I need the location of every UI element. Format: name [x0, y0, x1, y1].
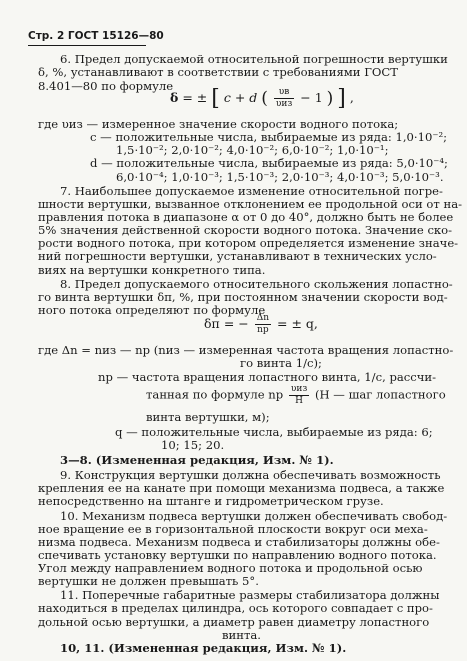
text-line: где Δn = nиз — nр (nиз — измеренная частота вращения лопастно-	[38, 343, 454, 358]
page-header: Стр. 2 ГОСТ 15126—80	[28, 30, 164, 42]
text-line: 10. Механизм подвеса вертушки должен обеспечивать свобод-	[60, 508, 448, 523]
text-line: го винта вертушки δп, %, при постоянном значении скорости вод-	[38, 289, 448, 304]
text-line: 11. Поперечные габаритные размеры стабилизатора должны	[60, 588, 440, 603]
text-line: низма подвеса. Механизм подвеса и стабилизаторы должны обе-	[38, 534, 440, 549]
text-line: Угол между направлением водного потока и продольной осью	[38, 561, 423, 576]
text-line: шности вертушки, вызванное отклонением ее продольной оси от на-	[38, 196, 463, 211]
text-line: 10; 15; 20.	[161, 438, 225, 453]
text-line: ний погрешности вертушки, устанавливают в технических усло-	[38, 249, 437, 264]
np-formula-line: танная по формуле nр $\frac{\text{υиз}}{H}$ (H — шаг лопастного	[146, 383, 446, 406]
header-rule	[28, 45, 146, 46]
text-line: рости водного потока, при котором определяется изменение значе-	[38, 236, 459, 251]
text-line: правления потока в диапазоне α от 0 до 40°, должно быть не более	[38, 209, 454, 224]
text-line: q — положительные числа, выбираемые из ряда: 6;	[115, 424, 433, 439]
text-line: nр — частота вращения лопастного винта, 1/с, рассчи-	[98, 369, 437, 384]
text-line: ное вращение ее в горизонтальной плоскости вокруг оси меха-	[38, 521, 428, 536]
text-line: крепления ее на канате при помощи механизма подвеса, а также	[38, 481, 445, 496]
fraction-v: $\frac{\upsilon в}{\text{υиз}}$	[275, 87, 293, 109]
text-line: d — положительные числа, выбираемые из ряда: 5,0·10⁻⁴;	[90, 156, 448, 171]
text-line: 6,0·10⁻⁴; 1,0·10⁻³; 1,5·10⁻³; 2,0·10⁻³; 4,0·10⁻³; 5,0·10⁻³.	[116, 169, 444, 184]
text-line: 8. Предел допускаемого относительного скольжения лопастно-	[60, 276, 453, 291]
text-line: 9. Конструкция вертушки должна обеспечивать возможность	[60, 468, 441, 483]
text-line: 7. Наибольшее допускаемое изменение относительной погре-	[60, 183, 443, 198]
formula-delta: δ = ± [ c + d ( $\frac{\upsilon в}{\text{υиз}}$ − 1 ) ] ,	[170, 86, 354, 111]
edit-note-1: 3—8. (Измененная редакция, Изм. № 1).	[60, 453, 334, 468]
text-line: c — положительные числа, выбираемые из ряда: 1,0·10⁻²;	[90, 130, 448, 145]
text-line: 8.401—80 по формуле	[38, 78, 174, 93]
text-line: виях на вертушки конкретного типа.	[38, 262, 266, 277]
text-line: дольной осью вертушки, а диаметр равен диаметру лопастного	[38, 614, 430, 629]
text-line: го винта 1/с);	[240, 356, 322, 371]
text-line: ного потока определяют по формуле	[38, 302, 266, 317]
edit-note-2: 10, 11. (Измененная редакция, Изм. № 1).	[60, 640, 347, 655]
text-line: 6. Предел допускаемой относительной погрешности вертушки	[60, 52, 448, 67]
text-line: винта вертушки, м);	[146, 409, 270, 424]
text-line: находиться в пределах цилиндра, ось которого совпадает с про-	[38, 601, 433, 616]
text-line: 5% значения действенной скорости водного потока. Значение ско-	[38, 223, 453, 238]
text-line: непосредственно на штанге и гидрометрическом грузе.	[38, 494, 384, 509]
text-line: где υиз — измеренное значение скорости водного потока;	[38, 116, 399, 131]
text-line: спечивать установку вертушки по направлению водного потока.	[38, 547, 437, 562]
text-line: 1,5·10⁻²; 2,0·10⁻²; 4,0·10⁻²; 6,0·10⁻²; 1,0·10⁻¹;	[116, 143, 389, 158]
text-line: δ, %, устанавливают в соответствии с требованиями ГОСТ	[38, 65, 398, 80]
text-line: винта.	[222, 627, 261, 642]
fraction-dn: $\frac{\Delta n}{nр}$	[256, 313, 270, 336]
formula-slip: δп = − $\frac{\Delta n}{nр}$ = ± q,	[204, 313, 318, 336]
text-line: вертушки не должен превышать 5°.	[38, 574, 259, 589]
